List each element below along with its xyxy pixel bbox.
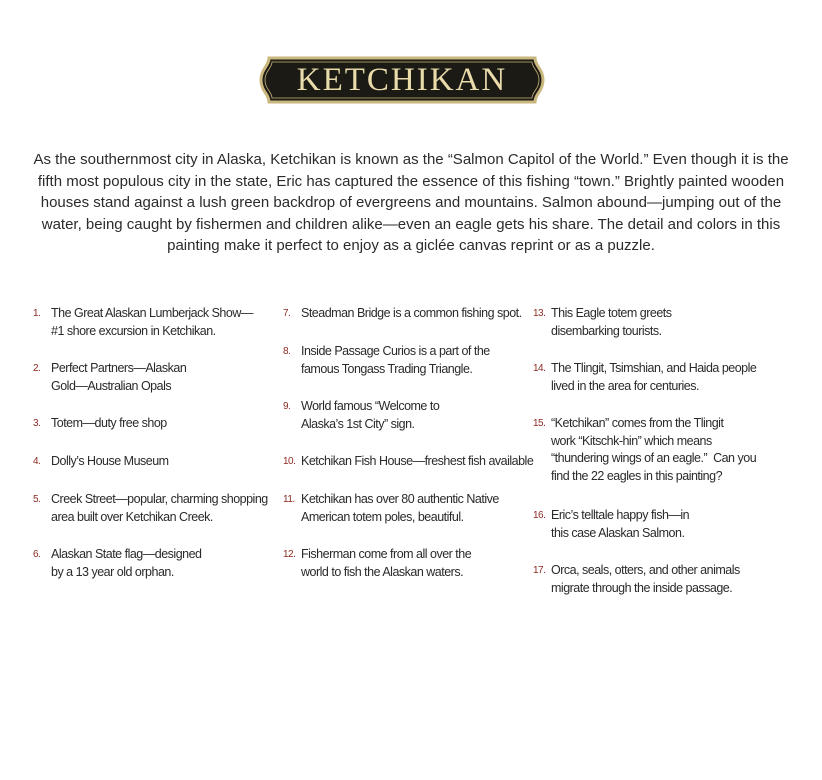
list-item bbox=[33, 360, 293, 395]
page-title: KETCHIKAN bbox=[296, 61, 508, 98]
item-text: The Great Alaskan Lumberjack Show— #1 shore excursion in Ketchikan. bbox=[51, 306, 253, 338]
item-text: Fisherman come from all over the world to fish the Alaskan waters. bbox=[301, 547, 472, 579]
item-text: The Tlingit, Tsimshian, and Haida people lived in the area for centuries. bbox=[551, 361, 757, 393]
list-item bbox=[33, 491, 293, 526]
item-number: 12. bbox=[283, 549, 296, 560]
item-number: 9. bbox=[283, 401, 291, 412]
item-number: 14. bbox=[533, 363, 546, 374]
item-text: Orca, seals, otters, and other animals migrate through the inside passage. bbox=[551, 563, 740, 595]
list-item bbox=[533, 507, 793, 542]
list-item bbox=[533, 360, 793, 395]
item-text: Inside Passage Curios is a part of the famous Tongass Trading Triangle. bbox=[301, 344, 490, 376]
title-banner bbox=[259, 56, 545, 104]
item-number: 13. bbox=[533, 308, 546, 319]
item-text: This Eagle totem greets disembarking tourists. bbox=[551, 306, 672, 338]
list-item bbox=[283, 491, 543, 526]
list-item bbox=[283, 453, 543, 471]
item-number: 16. bbox=[533, 510, 546, 521]
item-number: 3. bbox=[33, 418, 41, 429]
item-number: 5. bbox=[33, 494, 41, 505]
list-item bbox=[533, 415, 793, 485]
item-number: 15. bbox=[533, 418, 546, 429]
item-text: Alaskan State flag—designed by a 13 year old orphan. bbox=[51, 547, 202, 579]
list-item bbox=[283, 343, 543, 378]
item-text: Creek Street—popular, charming shopping area built over Ketchikan Creek. bbox=[51, 492, 268, 524]
item-number: 11. bbox=[283, 494, 295, 505]
list-item bbox=[33, 546, 293, 581]
list-item bbox=[33, 415, 293, 433]
item-text: Ketchikan has over 80 authentic Native American totem poles, beautiful. bbox=[301, 492, 499, 524]
item-text: Steadman Bridge is a common fishing spot. bbox=[301, 306, 522, 320]
list-item bbox=[33, 453, 293, 471]
item-text: Dolly’s House Museum bbox=[51, 454, 169, 468]
item-text: Ketchikan Fish House—freshest fish available bbox=[301, 454, 534, 468]
list-item bbox=[283, 546, 543, 581]
list-item bbox=[533, 305, 793, 340]
item-number: 8. bbox=[283, 346, 291, 357]
item-number: 7. bbox=[283, 308, 291, 319]
item-number: 1. bbox=[33, 308, 41, 319]
intro-paragraph: As the southernmost city in Alaska, Ketchikan is known as the “Salmon Capitol of the World.” Even though it is the fifth most populous city in the state, Eric has captured the essence of this fishing “town.” Brightly painted wooden houses stand against a lush green backdrop of evergreens and mountains. Salmon abound—jumping out of the water, being caught by fishermen and children alike—even an eagle gets his share. The detail and colors in this painting make it perfect to enjoy as a giclée canvas reprint or as a puzzle. bbox=[33, 151, 789, 255]
item-text: World famous “Welcome to Alaska’s 1st City” sign. bbox=[301, 399, 440, 431]
item-number: 17. bbox=[533, 565, 546, 576]
list-item bbox=[533, 562, 793, 597]
list-item bbox=[283, 305, 543, 323]
list-item bbox=[283, 398, 543, 433]
list-item bbox=[33, 305, 293, 340]
item-number: 6. bbox=[33, 549, 41, 560]
item-text: Totem—duty free shop bbox=[51, 416, 167, 430]
item-number: 10. bbox=[283, 456, 296, 467]
item-text: Eric’s telltale happy fish—in this case Alaskan Salmon. bbox=[551, 508, 690, 540]
item-text: “Ketchikan” comes from the Tlingit work “Kitschk-hin” which means “thundering wings of an eagle.” Can you find the 22 eagles in this painting? bbox=[551, 416, 757, 483]
item-number: 4. bbox=[33, 456, 41, 467]
item-number: 2. bbox=[33, 363, 41, 374]
item-text: Perfect Partners—Alaskan Gold—Australian Opals bbox=[51, 361, 187, 393]
